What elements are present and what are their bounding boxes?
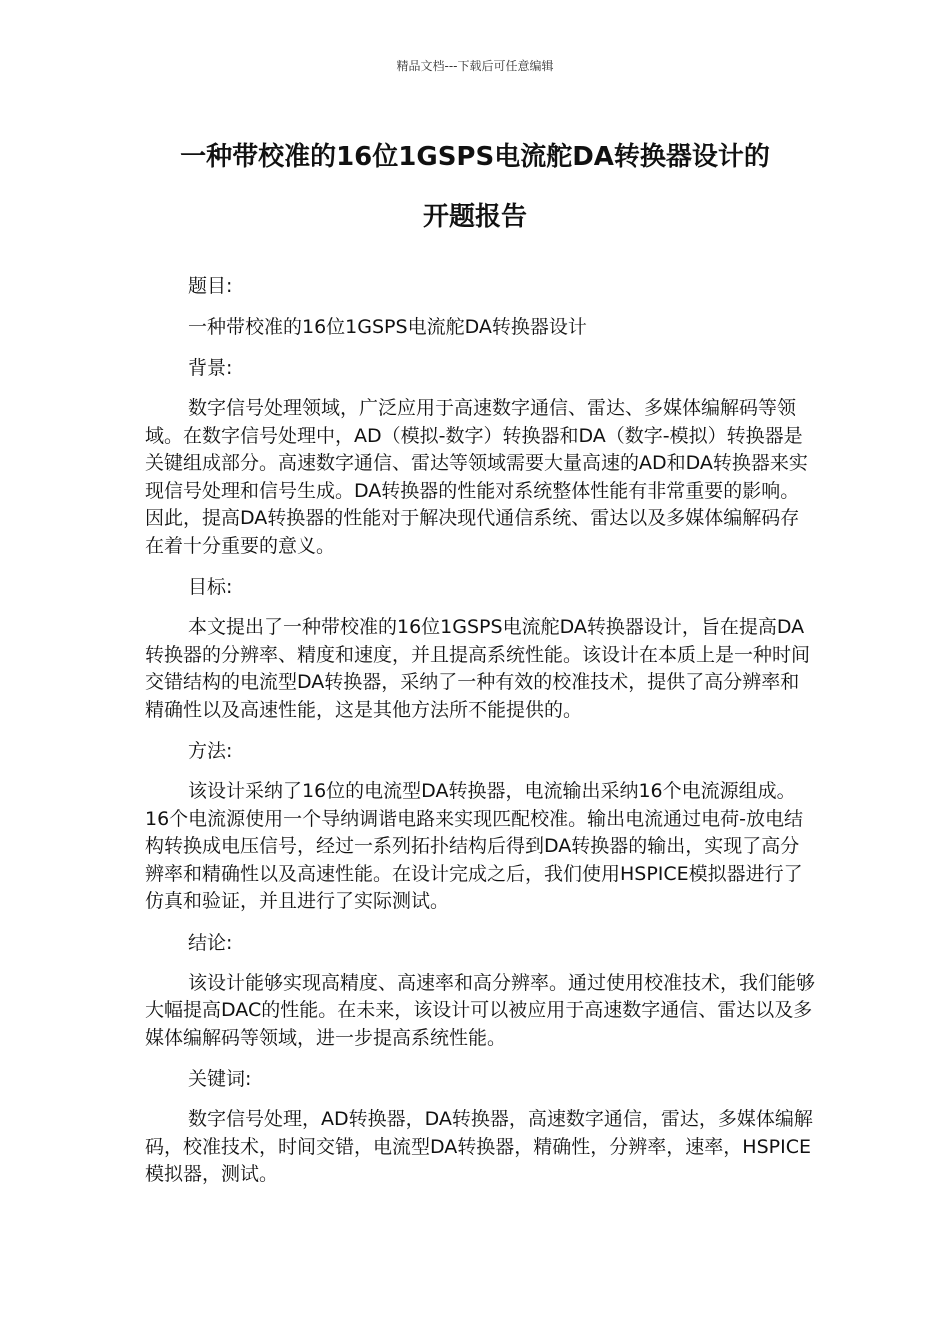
conclusion-label: 结论: [188,931,233,954]
watermark-header: 精品文档---下载后可任意编辑 [396,59,554,73]
keywords-paragraph: 数字信号处理，AD转换器，DA转换器，高速数字通信，雷达，多媒体编解码，校准技术，时间交错，电流型DA转换器，精确性，分辨率，速率，HSPICE模拟器，测试。 [145,1108,813,1185]
topic-text: 一种带校准的16位1GSPS电流舵DA转换器设计 [188,316,587,338]
background-paragraph: 数字信号处理领域，广泛应用于高速数字通信、雷达、多媒体编解码等领域。在数字信号处理中，AD（模拟-数字）转换器和DA（数字-模拟）转换器是关键组成部分。高速数字通信、雷达等领域需要大量高速的AD和DA转换器来实现信号处理和信号生成。DA转换器的性能对系统整体性能有非常重要的影响。因此，提高DA转换器的性能对于解决现代通信系统、雷达以及多媒体编解码存在着十分重要的意义。 [145,397,808,557]
keywords-label: 关键词: [188,1068,252,1090]
goal-label: 目标: [188,576,233,598]
document-title-line2: 开题报告 [422,202,527,232]
goal-paragraph: 本文提出了一种带校准的16位1GSPS电流舵DA转换器设计，旨在提高DA转换器的分辨率、精度和速度，并且提高系统性能。该设计在本质上是一种时间交错结构的电流型DA转换器，采纳了一种有效的校准技术，提供了高分辨率和精确性以及高速性能，这是其他方法所不能提供的。 [145,616,811,721]
document-title-line1: 一种带校准的16位1GSPS电流舵DA转换器设计的 [180,142,770,172]
method-paragraph: 该设计采纳了16位的电流型DA转换器，电流输出采纳16个电流源组成。16个电流源使用一个导纳调谐电路来实现匹配校准。输出电流通过电荷-放电结构转换成电压信号，经过一系列拓扑结构后得到DA转换器的输出，实现了高分辨率和精确性以及高速性能。在设计完成之后，我们使用HSPICE模拟器进行了仿真和验证，并且进行了实际测试。 [145,780,804,912]
conclusion-paragraph: 该设计能够实现高精度、高速率和高分辨率。通过使用校准技术，我们能够大幅提高DAC的性能。在未来，该设计可以被应用于高速数字通信、雷达以及多媒体编解码等领域，进一步提高系统性能。 [145,971,816,1049]
method-label: 方法: [188,740,233,762]
report-body [145,272,817,1189]
background-label: 背景: [188,357,233,379]
topic-label: 题目: [188,275,233,297]
